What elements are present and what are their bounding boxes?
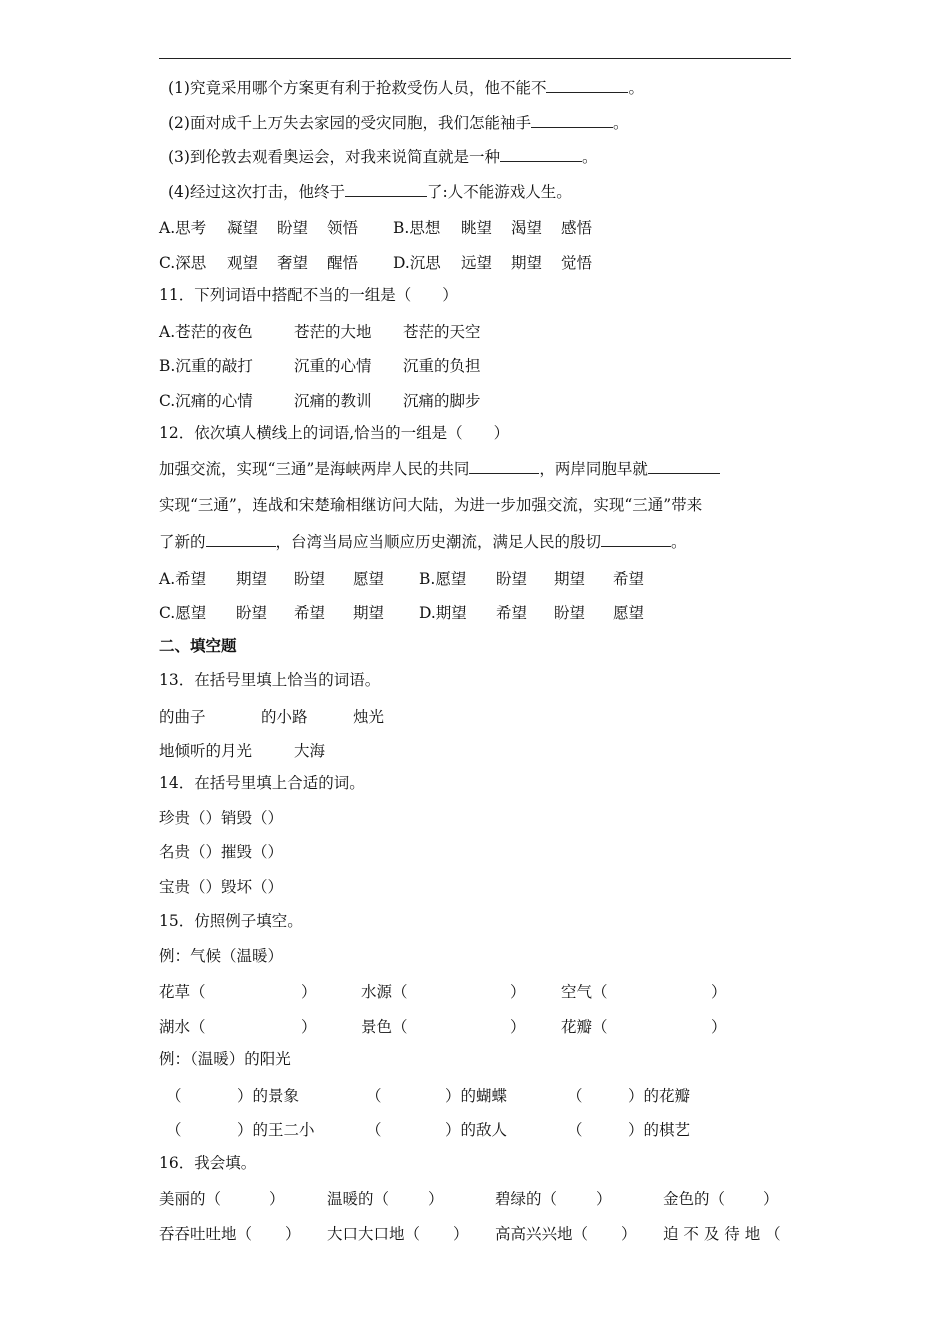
q15-phrase: ）的敌人 bbox=[445, 1121, 508, 1139]
q15-word: 景色（ bbox=[361, 1018, 408, 1036]
sentence-end: 。 bbox=[581, 148, 598, 166]
q16-word: 碧绿的（ bbox=[495, 1190, 558, 1208]
header-rule bbox=[159, 58, 791, 59]
q12-option-b-word: 希望 bbox=[613, 570, 645, 588]
q16-blank-close[interactable]: ） bbox=[596, 1190, 612, 1208]
q12-option-c-word: 期望 bbox=[353, 604, 385, 622]
sentence-text: (2)面对成千上万失去家园的受灾同胞，我们怎能袖手 bbox=[168, 114, 531, 132]
passage-text: ，台湾当局应当顺应历史潮流，满足人民的殷切 bbox=[275, 533, 602, 551]
q10-option-d-word: 远望 bbox=[461, 254, 493, 272]
sentence-text: (4)经过这次打击，他终于 bbox=[168, 183, 345, 201]
q13-item[interactable]: 大海 bbox=[294, 742, 326, 760]
q10-option-c-word: 醒悟 bbox=[327, 254, 359, 272]
q15-example-1: 例：气候（温暖） bbox=[159, 947, 284, 965]
q12-passage-line-1 bbox=[159, 459, 799, 479]
passage-text: 加强交流，实现“三通”是海峡两岸人民的共同 bbox=[159, 460, 470, 478]
q15-blank-close[interactable]: ） bbox=[510, 1018, 526, 1036]
sentence-end: 。 bbox=[628, 79, 644, 97]
sentence-text: (3)到伦敦去观看奥运会，对我来说简直就是一种 bbox=[168, 148, 500, 166]
q12-option-c-word: 盼望 bbox=[236, 604, 268, 622]
q16-blank-close[interactable]: ） bbox=[621, 1225, 637, 1243]
q11-option-a-word: 苍茫的天空 bbox=[403, 323, 481, 341]
q16-blank-close[interactable]: ） bbox=[763, 1190, 779, 1208]
q10-option-d-word: 觉悟 bbox=[561, 254, 593, 272]
q15-phrase: ）的棋艺 bbox=[628, 1121, 691, 1139]
q12-option-d-label[interactable]: D.期望 bbox=[419, 604, 467, 622]
q12-option-c-word: 希望 bbox=[294, 604, 326, 622]
q10-sentence-2 bbox=[168, 113, 808, 133]
passage-text: 。 bbox=[671, 533, 687, 551]
q12-stem: 12．依次填人横线上的词语,恰当的一组是（ ） bbox=[159, 424, 510, 442]
q13-stem: 13．在括号里填上恰当的词语。 bbox=[159, 671, 381, 689]
q11-option-c-word: 沉痛的脚步 bbox=[403, 392, 481, 410]
q16-stem: 16．我会填。 bbox=[159, 1154, 257, 1172]
q10-option-b-word: 眺望 bbox=[461, 219, 493, 237]
q12-option-b-word: 期望 bbox=[554, 570, 586, 588]
q10-option-a-label[interactable]: A.思考 bbox=[159, 219, 207, 237]
q15-blank-close[interactable]: ） bbox=[711, 983, 727, 1001]
section-heading: 二、填空题 bbox=[159, 637, 237, 655]
q10-option-d-label[interactable]: D.沉思 bbox=[393, 254, 441, 272]
answer-blank[interactable] bbox=[345, 183, 427, 197]
q16-blank-close[interactable]: ） bbox=[453, 1225, 469, 1243]
q10-option-c-word: 观望 bbox=[227, 254, 259, 272]
q15-blank-close[interactable]: ） bbox=[301, 983, 317, 1001]
q16-word: 大口大口地（ bbox=[327, 1225, 421, 1243]
q10-sentence-1 bbox=[168, 78, 808, 98]
q12-option-d-word: 盼望 bbox=[554, 604, 586, 622]
q15-blank-close[interactable]: ） bbox=[711, 1018, 727, 1036]
answer-blank[interactable] bbox=[531, 114, 613, 128]
q12-option-a-word: 愿望 bbox=[353, 570, 385, 588]
answer-blank[interactable] bbox=[469, 460, 539, 474]
q11-option-c[interactable]: C.沉痛的心情 bbox=[159, 392, 253, 410]
q15-blank-open[interactable]: （ bbox=[366, 1087, 382, 1105]
q14-row[interactable]: 宝贵（）毁坏（） bbox=[159, 878, 284, 896]
q12-passage-line-2: 实现“三通”，连战和宋楚瑜相继访问大陆，为进一步加强交流，实现“三通”带来 bbox=[159, 496, 703, 514]
q13-item[interactable]: 的小路 bbox=[261, 708, 308, 726]
q10-option-a-word: 盼望 bbox=[277, 219, 309, 237]
q13-item[interactable]: 的曲子 bbox=[159, 708, 206, 726]
q12-passage-line-3 bbox=[159, 532, 799, 552]
q15-blank-open[interactable]: （ bbox=[366, 1121, 382, 1139]
q12-option-b-word: 盼望 bbox=[496, 570, 528, 588]
q11-option-c-word: 沉痛的教训 bbox=[294, 392, 372, 410]
q16-blank-close[interactable]: ） bbox=[428, 1190, 444, 1208]
q15-word: 花草（ bbox=[159, 983, 206, 1001]
answer-blank[interactable] bbox=[546, 79, 628, 93]
q16-word: 吞吞吐吐地（ bbox=[159, 1225, 253, 1243]
q15-word: 花瓣（ bbox=[561, 1018, 608, 1036]
q15-stem: 15．仿照例子填空。 bbox=[159, 912, 303, 930]
answer-blank[interactable] bbox=[500, 148, 582, 162]
q13-item[interactable]: 烛光 bbox=[353, 708, 385, 726]
q14-row[interactable]: 珍贵（）销毁（） bbox=[159, 809, 284, 827]
q10-option-a-word: 领悟 bbox=[327, 219, 359, 237]
sentence-end: 了:人不能游戏人生。 bbox=[426, 183, 572, 201]
q16-blank-close[interactable]: ） bbox=[285, 1225, 301, 1243]
sentence-text: (1)究竟采用哪个方案更有利于抢救受伤人员，他不能不 bbox=[168, 79, 547, 97]
q12-option-d-word: 愿望 bbox=[613, 604, 645, 622]
q15-word: 空气（ bbox=[561, 983, 608, 1001]
sentence-end: 。 bbox=[612, 114, 629, 132]
q11-option-a[interactable]: A.苍茫的夜色 bbox=[159, 323, 253, 341]
q10-option-c-label[interactable]: C.深思 bbox=[159, 254, 207, 272]
q16-word: 金色的（ bbox=[663, 1190, 726, 1208]
passage-text: ，两岸同胞早就 bbox=[539, 460, 648, 478]
q15-blank-open[interactable]: （ bbox=[567, 1087, 583, 1105]
passage-text: 了新的 bbox=[159, 533, 206, 551]
q15-phrase: ）的景象 bbox=[237, 1087, 300, 1105]
q12-option-a-word: 盼望 bbox=[294, 570, 326, 588]
q11-option-b-word: 沉重的负担 bbox=[403, 357, 481, 375]
q15-word: 湖水（ bbox=[159, 1018, 206, 1036]
q11-option-a-word: 苍茫的大地 bbox=[294, 323, 372, 341]
q12-option-a-label[interactable]: A.希望 bbox=[159, 570, 207, 588]
q11-option-b-word: 沉重的心情 bbox=[294, 357, 372, 375]
answer-blank[interactable] bbox=[206, 533, 276, 547]
q15-blank-close[interactable]: ） bbox=[301, 1018, 317, 1036]
q15-word: 水源（ bbox=[361, 983, 408, 1001]
q11-option-b[interactable]: B.沉重的敲打 bbox=[159, 357, 253, 375]
q15-phrase: ）的王二小 bbox=[237, 1121, 315, 1139]
q12-option-d-word: 希望 bbox=[496, 604, 528, 622]
answer-blank[interactable] bbox=[601, 533, 671, 547]
q12-option-c-label[interactable]: C.愿望 bbox=[159, 604, 207, 622]
q11-stem: 11．下列词语中搭配不当的一组是（ ） bbox=[159, 286, 458, 304]
q15-blank-open[interactable]: （ bbox=[567, 1121, 583, 1139]
q10-option-b-word: 渴望 bbox=[511, 219, 543, 237]
q14-row[interactable]: 名贵（）摧毁（） bbox=[159, 843, 284, 861]
q12-option-b-label[interactable]: B.愿望 bbox=[419, 570, 467, 588]
q15-blank-open[interactable]: （ bbox=[166, 1121, 182, 1139]
q12-option-a-word: 期望 bbox=[236, 570, 268, 588]
q16-blank-close[interactable]: ） bbox=[269, 1190, 285, 1208]
q16-word: 迫 不 及 待 地 （ bbox=[663, 1225, 781, 1243]
q15-blank-open[interactable]: （ bbox=[166, 1087, 182, 1105]
answer-blank[interactable] bbox=[648, 460, 720, 474]
q10-option-b-word: 感悟 bbox=[561, 219, 593, 237]
q15-phrase: ）的蝴蝶 bbox=[445, 1087, 508, 1105]
q10-sentence-4 bbox=[168, 182, 808, 202]
q10-option-b-label[interactable]: B.思想 bbox=[393, 219, 441, 237]
q13-item[interactable]: 地倾听的月光 bbox=[159, 742, 253, 760]
q10-option-a-word: 凝望 bbox=[227, 219, 259, 237]
q10-option-d-word: 期望 bbox=[511, 254, 543, 272]
q16-word: 高高兴兴地（ bbox=[495, 1225, 589, 1243]
q16-word: 美丽的（ bbox=[159, 1190, 222, 1208]
q10-option-c-word: 奢望 bbox=[277, 254, 309, 272]
q10-sentence-3 bbox=[168, 147, 808, 167]
q15-phrase: ）的花瓣 bbox=[628, 1087, 691, 1105]
q15-blank-close[interactable]: ） bbox=[510, 983, 526, 1001]
q14-stem: 14．在括号里填上合适的词。 bbox=[159, 774, 365, 792]
q15-example-2: 例：（温暖）的阳光 bbox=[159, 1050, 291, 1068]
q16-word: 温暖的（ bbox=[327, 1190, 390, 1208]
